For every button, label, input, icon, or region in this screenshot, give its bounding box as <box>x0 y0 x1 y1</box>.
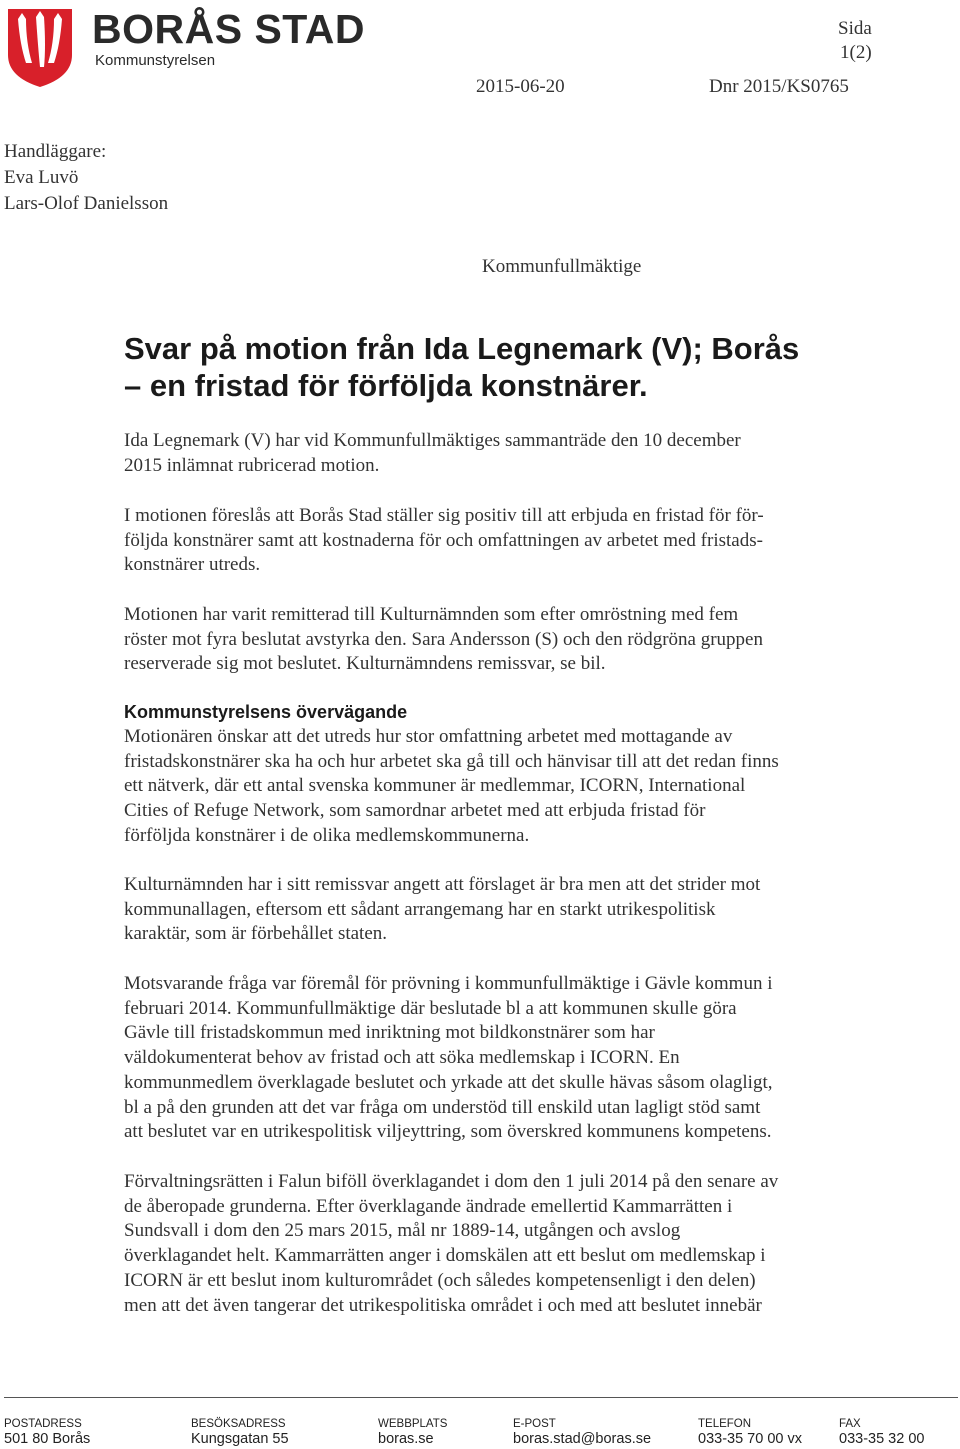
footer-phone <box>698 1418 802 1447</box>
paragraph-line: Gävle till fristadskommun med inriktning mot bildkonstnärer som har <box>124 1022 655 1044</box>
paragraph-line: Motsvarande fråga var föremål för prövning i kommunfullmäktige i Gävle kommun i <box>124 973 773 994</box>
paragraph-line: kommunmedlem överklagade beslutet och yrkade att det skulle hävas såsom olagligt, <box>124 1071 773 1093</box>
footer-value: 033-35 70 00 vx <box>698 1431 802 1447</box>
paragraph <box>124 603 864 677</box>
title-line: – en fristad för förföljda konstnärer. <box>124 368 648 403</box>
footer-label: FAX <box>839 1418 861 1430</box>
footer-label: E-POST <box>513 1418 556 1430</box>
paragraph-line: I motionen föreslås att Borås Stad ställer sig positiv till att erbjuda en fristad för för- <box>124 505 764 526</box>
paragraph-line: 2015 inlämnat rubricerad motion. <box>124 454 380 476</box>
footer-divider <box>4 1397 958 1398</box>
paragraph-line: karaktär, som är förbehållet staten. <box>124 923 388 945</box>
footer-visiting-address <box>191 1418 289 1447</box>
footer-label: TELEFON <box>698 1418 752 1430</box>
paragraph-line: Sundsvall i dom den 25 mars 2015, mål nr 1889-14, utgången och avslog <box>124 1220 681 1242</box>
paragraph <box>124 972 864 1145</box>
footer-label: WEBBPLATS <box>378 1418 448 1430</box>
footer-website-link[interactable]: boras.se <box>378 1431 434 1447</box>
footer-website <box>378 1418 447 1447</box>
paragraph <box>124 725 864 849</box>
title-line: Svar på motion från Ida Legnemark (V); Borås <box>124 331 800 366</box>
paragraph-line: Förvaltningsrätten i Falun biföll överklagandet i dom den 1 juli 2014 på den senare av <box>124 1171 779 1192</box>
paragraph-line: följda konstnärer samt att kostnaderna för och omfattningen av arbetet med fristads- <box>124 529 763 551</box>
paragraph <box>124 429 864 478</box>
paragraph-line: ett nätverk, där ett antal svenska kommuner är medlemmar, ICORN, International <box>124 775 746 797</box>
footer-email <box>513 1418 651 1447</box>
paragraph-line: ICORN är ett beslut inom kulturområdet (och således kompetensenligt i den delen) <box>124 1269 756 1291</box>
page-label: Sida <box>838 18 872 39</box>
footer-value: 501 80 Borås <box>4 1431 91 1447</box>
footer-value: Kungsgatan 55 <box>191 1431 289 1447</box>
document-title <box>124 330 799 404</box>
footer-label: BESÖKSADRESS <box>191 1418 286 1430</box>
paragraph <box>124 1170 864 1318</box>
paragraph-line: kommunallagen, eftersom ett sådant arrangemang har en starkt utrikespolitisk <box>124 898 716 920</box>
paragraph-line: att beslutet var en utrikespolitisk viljeyttring, som överskred kommunens kompetens. <box>124 1121 772 1143</box>
footer-postal-address <box>4 1418 90 1447</box>
footer-fax <box>839 1418 924 1447</box>
paragraph-line: Cities of Refuge Network, som samordnar arbetet med att erbjuda fristad för <box>124 800 706 822</box>
section-heading: Kommunstyrelsens övervägande <box>124 702 408 722</box>
page-number: 1(2) <box>840 42 872 63</box>
paragraph-line: röster mot fyra beslutat avstyrka den. Sara Andersson (S) och den rödgröna gruppen <box>124 628 763 650</box>
paragraph-line: väldokumenterat behov av fristad och att söka medlemskap i ICORN. En <box>124 1047 680 1069</box>
paragraph-line: Kulturnämnden har i sitt remissvar angett att förslaget är bra men att det strider mot <box>124 874 761 895</box>
paragraph-line: bl a på den grunden att det var fråga om understöd till enskild utan lagligt stöd samt <box>124 1096 761 1118</box>
paragraph-line: Motionären önskar att det utreds hur stor omfattning arbetet med mottagande av <box>124 726 733 747</box>
handlers-block <box>4 139 168 217</box>
paragraph-line: de åberopade grunderna. Efter överklagande ändrade emellertid Kammarrätten i <box>124 1195 733 1217</box>
paragraph-line: reserverade sig mot beslutet. Kulturnämndens remissvar, se bil. <box>124 653 606 675</box>
paragraph-line: februari 2014. Kommunfullmäktige där beslutade bl a att kommunen skulle göra <box>124 997 737 1019</box>
handler-name: Eva Luvö <box>4 167 79 188</box>
city-logo-icon <box>4 5 76 89</box>
paragraph-line: men att det även tangerar det utrikespolitiska området i och med att beslutet innebär <box>124 1294 762 1316</box>
paragraph-line: Ida Legnemark (V) har vid Kommunfullmäktiges sammanträde den 10 december <box>124 430 741 451</box>
recipient: Kommunfullmäktige <box>482 256 642 277</box>
paragraph <box>124 504 864 578</box>
footer-email-link[interactable]: boras.stad@boras.se <box>513 1431 652 1447</box>
document-reference: Dnr 2015/KS0765 <box>709 76 849 97</box>
document-date: 2015-06-20 <box>476 76 565 97</box>
paragraph-line: förföljda konstnärer i de olika medlemskommunerna. <box>124 824 530 846</box>
logo-name: BORÅS STAD <box>92 6 366 52</box>
handler-name: Lars-Olof Danielsson <box>4 193 169 214</box>
footer-value: 033-35 32 00 <box>839 1431 925 1447</box>
paragraph-line: fristadskonstnärer ska ha och hur arbetet ska gå till och hänvisar till att det redan finns <box>124 750 779 772</box>
paragraph <box>124 873 864 947</box>
paragraph-line: konstnärer utreds. <box>124 554 261 576</box>
handlers-label: Handläggare: <box>4 141 107 162</box>
paragraph-line: överklagandet helt. Kammarrätten anger i domskälen att ett beslut om medlemskap i <box>124 1245 766 1267</box>
logo-subtitle: Kommunstyrelsen <box>95 52 216 69</box>
footer-label: POSTADRESS <box>4 1418 82 1430</box>
paragraph-line: Motionen har varit remitterad till Kulturnämnden som efter omröstning med fem <box>124 604 739 625</box>
